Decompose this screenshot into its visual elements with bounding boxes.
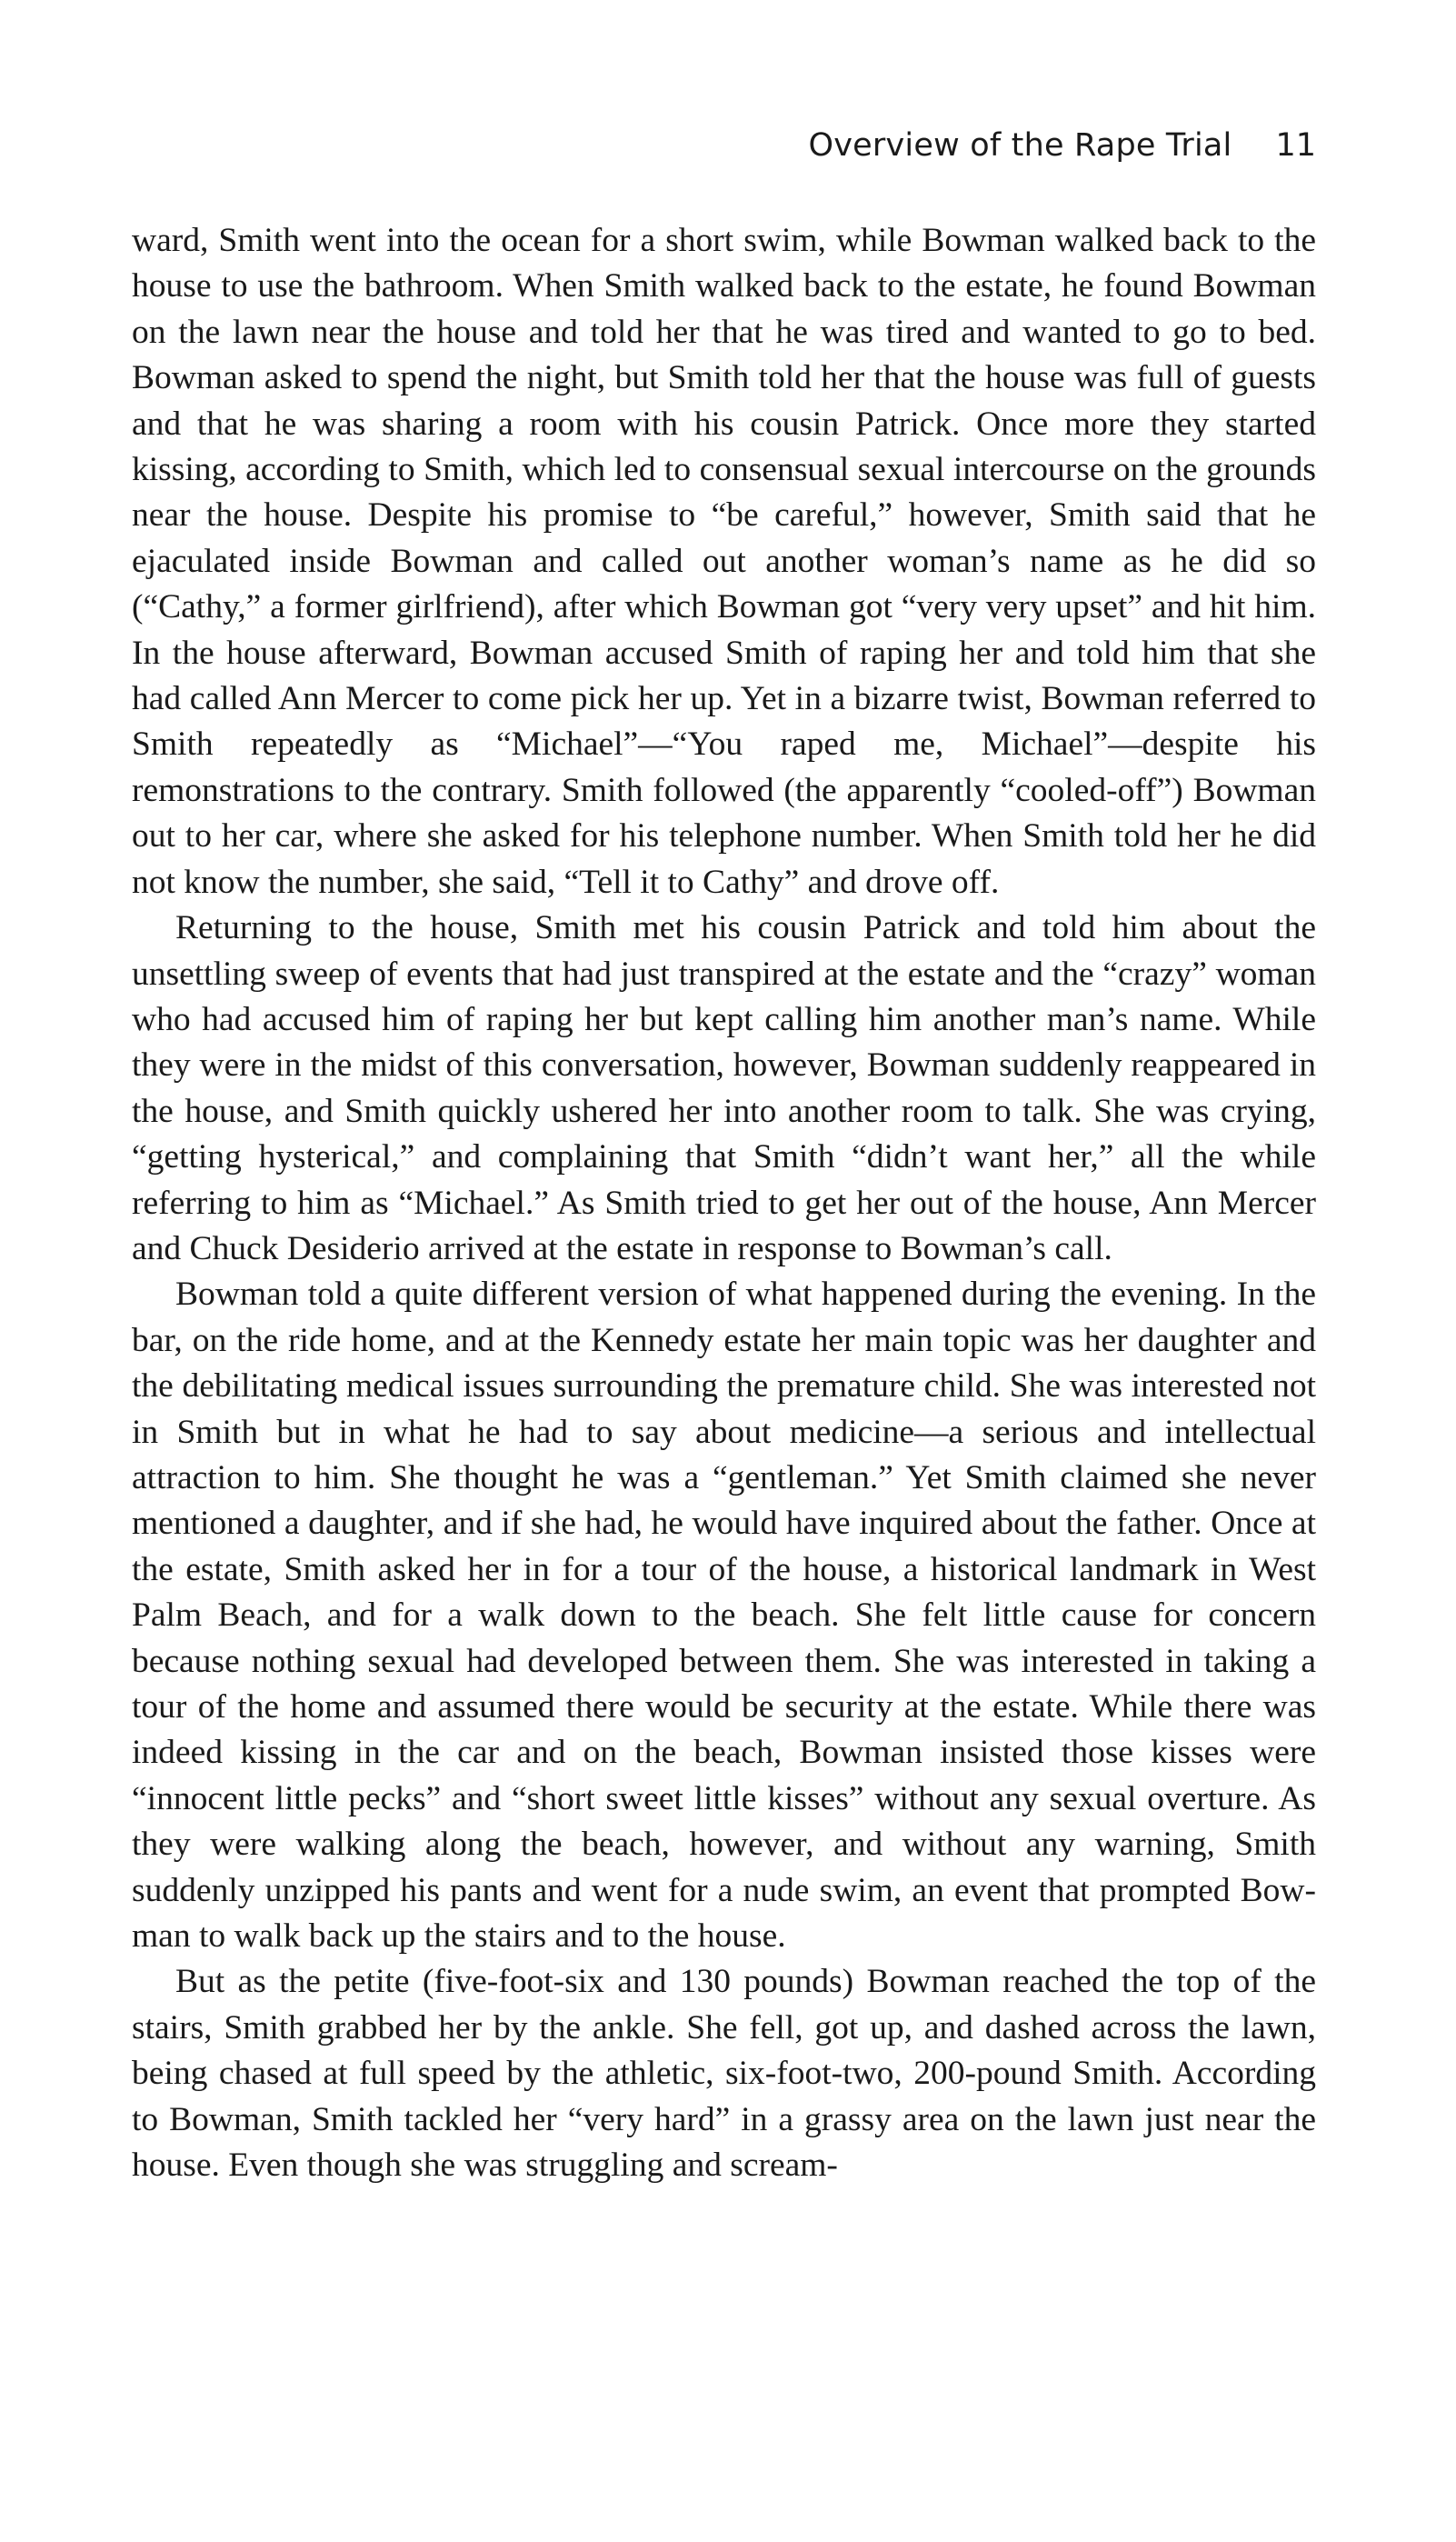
paragraph: Bowman told a quite different version of what happened during the evening. In the bar, on the ride home, and at the Kennedy estate her main topic was her daughter and the debilitating medical issues surrounding the premature child. She was interested not in Smith but in what he had to say about medicine—a serious and intellectual attraction to him. She thought he was a “gentleman.” Yet Smith claimed she never mentioned a daughter, and if she had, he would have inquired about the father. Once at the estate, Smith asked her in for a tour of the house, a historical landmark in West Palm Beach, and for a walk down to the beach. She felt little cause for concern because nothing sexual had developed between them. She was interested in taking a tour of the home and assumed there would be security at the estate. While there was indeed kissing in the car and on the beach, Bowman insisted those kisses were “innocent little pecks” and “short sweet little kisses” without any sexual overture. As they were walking along the beach, however, and without any warning, Smith suddenly unzipped his pants and went for a nude swim, an event that prompted Bowman to walk back up the stairs and to the house.: [132, 1276, 1316, 1956]
body-text: [132, 218, 1316, 2188]
running-head-title: Overview of the Rape Trial: [808, 127, 1232, 164]
paragraph: But as the petite (five-foot-six and 130 pounds) Bowman reached the top of the stairs, Smith grabbed her by the ankle. She fell, got up, and dashed across the lawn, being chased at full speed by the athletic, six-foot-two, 200-pound Smith. According to Bowman, Smith tackled her “very hard” in a grassy area on the lawn just near the house. Even though she was struggling and scream-: [132, 1963, 1316, 2185]
paragraph: Returning to the house, Smith met his cousin Patrick and told him about the unsettling sweep of events that had just transpired at the estate and the “crazy” woman who had accused him of raping her but kept calling him another man’s name. While they were in the midst of this conversation, however, Bowman suddenly reappeared in the house, and Smith quickly ushered her into another room to talk. She was crying, “getting hysterical,” and complaining that Smith “didn’t want her,” all the while referring to him as “Michael.” As Smith tried to get her out of the house, Ann Mercer and Chuck Desiderio arrived at the estate in response to Bowman’s call.: [132, 909, 1316, 1267]
running-head: [132, 127, 1316, 164]
paragraph: ward, Smith went into the ocean for a short swim, while Bowman walked back to the house to use the bathroom. When Smith walked back to the estate, he found Bowman on the lawn near the house and told her that he was tired and wanted to go to bed. Bowman asked to spend the night, but Smith told her that the house was full of guests and that he was sharing a room with his cousin Patrick. Once more they started kissing, according to Smith, which led to consensual sexual intercourse on the grounds near the house. Despite his promise to “be careful,” however, Smith said that he ejaculated inside Bowman and called out another woman’s name as he did so (“Cathy,” a former girlfriend), after which Bowman got “very very upset” and hit him. In the house afterward, Bowman accused Smith of raping her and told him that she had called Ann Mercer to come pick her up. Yet in a bizarre twist, Bowman referred to Smith repeatedly as “Michael”—“You raped me, Michael”—despite his remonstrations to the contrary. Smith followed (the apparently “cooled-off”) Bowman out to her car, where she asked for his telephone number. When Smith told her he did not know the number, she said, “Tell it to Cathy” and drove off.: [132, 222, 1316, 901]
page-number: 11: [1275, 127, 1316, 164]
